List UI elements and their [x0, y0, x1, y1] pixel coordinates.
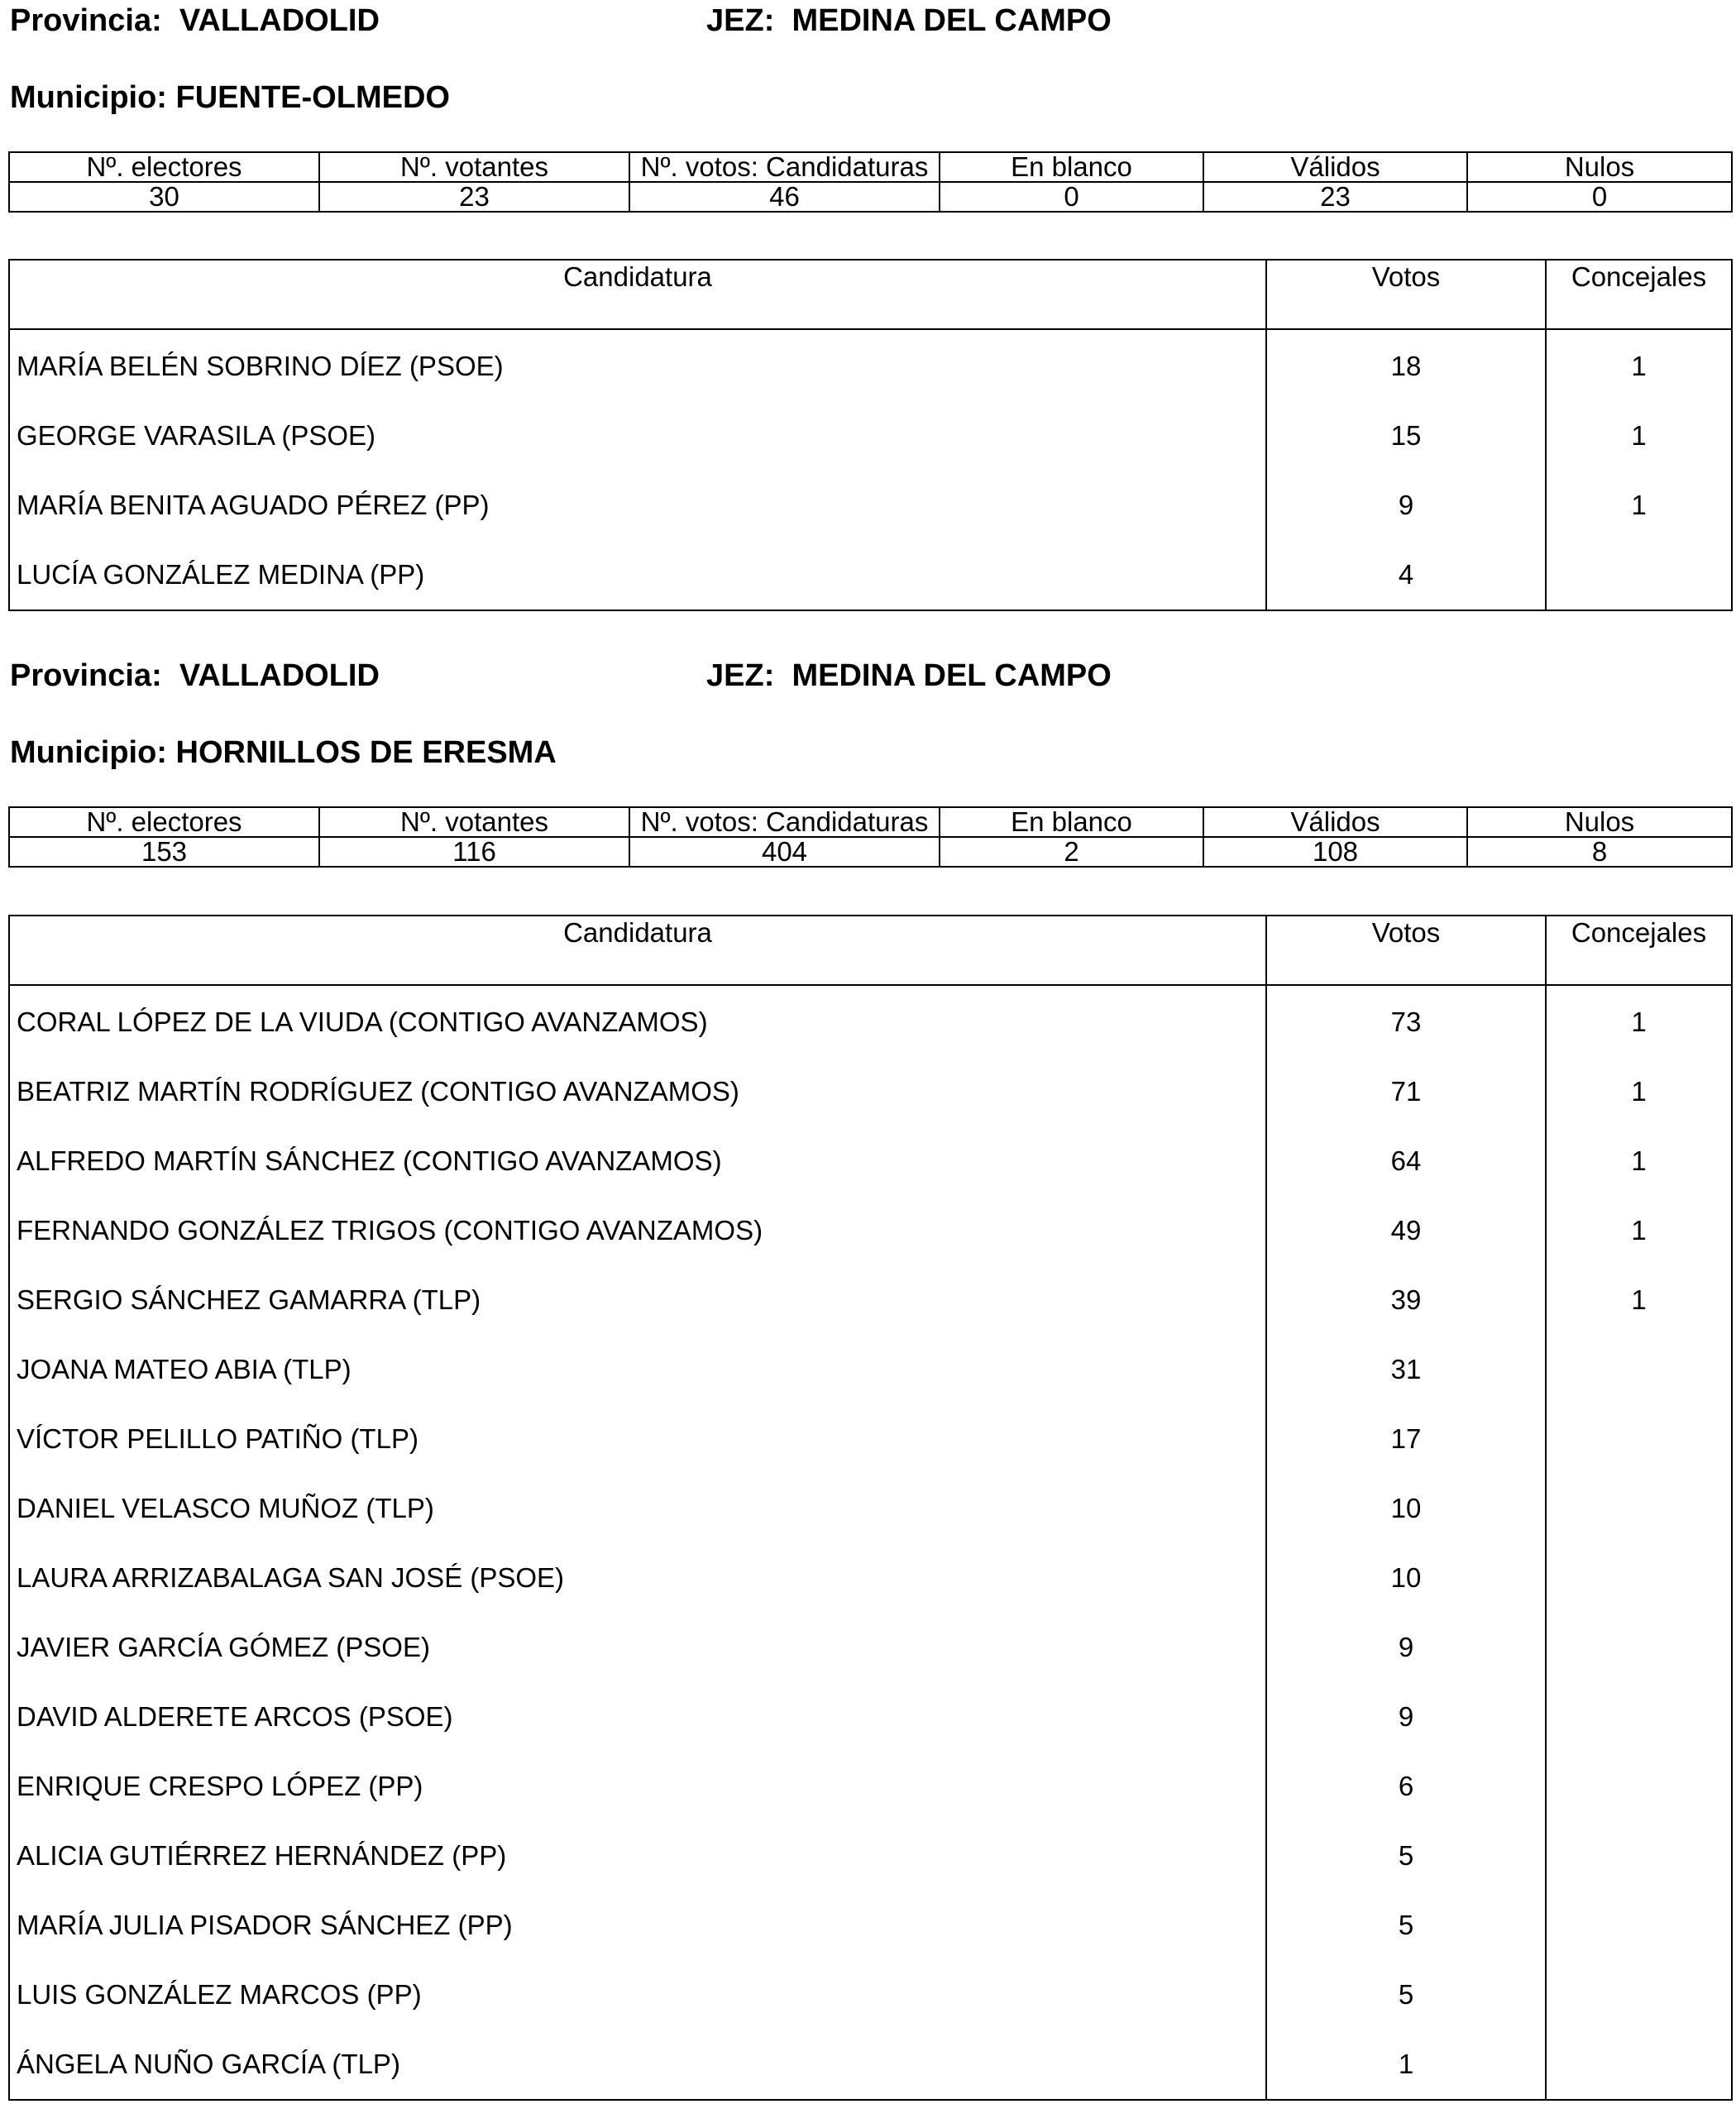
- candidate-name: MARÍA BENITA AGUADO PÉREZ (PP): [9, 471, 1266, 540]
- candidate-votes: 5: [1266, 1821, 1546, 1891]
- municipio-heading: [10, 79, 450, 116]
- stats-header-row: [9, 152, 1732, 182]
- municipio-label: Municipio:: [10, 735, 167, 770]
- municipio-value: HORNILLOS DE ERESMA: [175, 735, 557, 770]
- candidate-name: ALICIA GUTIÉRREZ HERNÁNDEZ (PP): [9, 1821, 1266, 1891]
- candidate-name: GEORGE VARASILA (PSOE): [9, 401, 1266, 471]
- candidate-concejales: [1546, 1891, 1732, 1960]
- candidate-name: MARÍA BELÉN SOBRINO DÍEZ (PSOE): [9, 332, 1266, 401]
- table-row: [9, 1474, 1732, 1543]
- table-row: [9, 2030, 1732, 2100]
- provincia-heading: [10, 657, 380, 694]
- stats-value-row: [9, 182, 1732, 212]
- candidates-header-row: [9, 916, 1732, 985]
- candidate-concejales: 1: [1546, 987, 1732, 1057]
- stats-table: [8, 151, 1733, 213]
- jez-heading: [706, 2, 1112, 39]
- candidate-concejales: 1: [1546, 1265, 1732, 1335]
- candidate-concejales: [1546, 1960, 1732, 2030]
- candidate-concejales: 1: [1546, 1057, 1732, 1126]
- candidate-concejales: 1: [1546, 1126, 1732, 1196]
- table-row: [9, 1821, 1732, 1891]
- table-row: [9, 1126, 1732, 1196]
- table-row: [9, 1682, 1732, 1752]
- jez-value: MEDINA DEL CAMPO: [791, 658, 1112, 693]
- table-row: [9, 1057, 1732, 1126]
- candidate-concejales: 1: [1546, 332, 1732, 401]
- candidate-concejales: [1546, 1404, 1732, 1474]
- stats-header-nulos: Nulos: [1467, 807, 1732, 837]
- candidate-concejales: [1546, 1821, 1732, 1891]
- stats-header-votantes: Nº. votantes: [319, 807, 629, 837]
- candidates-header-row: [9, 260, 1732, 329]
- candidate-name: CORAL LÓPEZ DE LA VIUDA (CONTIGO AVANZAMOS): [9, 987, 1266, 1057]
- provincia-label: Provincia:: [10, 3, 162, 38]
- candidate-concejales: [1546, 1682, 1732, 1752]
- candidate-name: LUCÍA GONZÁLEZ MEDINA (PP): [9, 540, 1266, 610]
- candidate-concejales: [1546, 1335, 1732, 1404]
- candidate-votes: 9: [1266, 1613, 1546, 1682]
- candidate-concejales: [1546, 540, 1732, 610]
- candidate-votes: 4: [1266, 540, 1546, 610]
- stats-value-votos-candidaturas: 404: [629, 837, 940, 867]
- candidate-name: ENRIQUE CRESPO LÓPEZ (PP): [9, 1752, 1266, 1821]
- candidate-votes: 71: [1266, 1057, 1546, 1126]
- stats-value-validos: 23: [1203, 182, 1467, 212]
- candidate-name: ÁNGELA NUÑO GARCÍA (TLP): [9, 2030, 1266, 2100]
- stats-value-validos: 108: [1203, 837, 1467, 867]
- stats-header-votantes: Nº. votantes: [319, 152, 629, 182]
- stats-table: [8, 806, 1733, 868]
- table-row: [9, 1404, 1732, 1474]
- jez-value: MEDINA DEL CAMPO: [791, 3, 1112, 38]
- candidate-votes: 9: [1266, 1682, 1546, 1752]
- stats-header-electores: Nº. electores: [9, 807, 319, 837]
- stats-header-en-blanco: En blanco: [940, 152, 1203, 182]
- stats-header-en-blanco: En blanco: [940, 807, 1203, 837]
- candidate-votes: 17: [1266, 1404, 1546, 1474]
- header-candidatura: Candidatura: [9, 260, 1266, 329]
- provincia-value: VALLADOLID: [179, 3, 380, 38]
- table-row: [9, 987, 1732, 1057]
- stats-value-electores: 153: [9, 837, 319, 867]
- candidate-votes: 18: [1266, 332, 1546, 401]
- provincia-label: Provincia:: [10, 658, 162, 693]
- table-row: [9, 540, 1732, 610]
- stats-value-votos-candidaturas: 46: [629, 182, 940, 212]
- candidates-table: [8, 915, 1733, 2101]
- provincia-heading: [10, 2, 380, 39]
- candidate-concejales: [1546, 2030, 1732, 2100]
- table-row: [9, 332, 1732, 401]
- stats-header-votos-candidaturas: Nº. votos: Candidaturas: [629, 152, 940, 182]
- candidate-votes: 9: [1266, 471, 1546, 540]
- header-concejales: Concejales: [1546, 916, 1732, 985]
- table-row: [9, 1891, 1732, 1960]
- stats-value-votantes: 23: [319, 182, 629, 212]
- stats-header-nulos: Nulos: [1467, 152, 1732, 182]
- candidate-concejales: [1546, 1752, 1732, 1821]
- candidate-votes: 15: [1266, 401, 1546, 471]
- candidate-name: MARÍA JULIA PISADOR SÁNCHEZ (PP): [9, 1891, 1266, 1960]
- stats-value-nulos: 8: [1467, 837, 1732, 867]
- stats-value-en-blanco: 0: [940, 182, 1203, 212]
- candidate-name: JOANA MATEO ABIA (TLP): [9, 1335, 1266, 1404]
- candidates-table: [8, 259, 1733, 611]
- provincia-value: VALLADOLID: [179, 658, 380, 693]
- candidate-concejales: [1546, 1613, 1732, 1682]
- candidate-votes: 10: [1266, 1474, 1546, 1543]
- table-row: [9, 1265, 1732, 1335]
- candidate-name: SERGIO SÁNCHEZ GAMARRA (TLP): [9, 1265, 1266, 1335]
- candidate-votes: 1: [1266, 2030, 1546, 2100]
- candidate-votes: 39: [1266, 1265, 1546, 1335]
- header-votos: Votos: [1266, 260, 1546, 329]
- candidate-votes: 10: [1266, 1543, 1546, 1613]
- stats-header-validos: Válidos: [1203, 807, 1467, 837]
- candidate-concejales: 1: [1546, 401, 1732, 471]
- candidate-votes: 5: [1266, 1891, 1546, 1960]
- stats-value-en-blanco: 2: [940, 837, 1203, 867]
- municipio-value: FUENTE-OLMEDO: [175, 80, 450, 115]
- candidate-concejales: 1: [1546, 471, 1732, 540]
- jez-label: JEZ:: [706, 3, 775, 38]
- candidate-name: JAVIER GARCÍA GÓMEZ (PSOE): [9, 1613, 1266, 1682]
- table-row: [9, 471, 1732, 540]
- stats-header-row: [9, 807, 1732, 837]
- jez-label: JEZ:: [706, 658, 775, 693]
- municipio-label: Municipio:: [10, 80, 167, 115]
- table-row: [9, 1543, 1732, 1613]
- stats-header-votos-candidaturas: Nº. votos: Candidaturas: [629, 807, 940, 837]
- stats-value-nulos: 0: [1467, 182, 1732, 212]
- candidate-name: LUIS GONZÁLEZ MARCOS (PP): [9, 1960, 1266, 2030]
- candidate-votes: 49: [1266, 1196, 1546, 1265]
- stats-value-row: [9, 837, 1732, 867]
- table-row: [9, 401, 1732, 471]
- candidate-votes: 6: [1266, 1752, 1546, 1821]
- header-candidatura: Candidatura: [9, 916, 1266, 985]
- candidate-name: BEATRIZ MARTÍN RODRÍGUEZ (CONTIGO AVANZAMOS): [9, 1057, 1266, 1126]
- jez-heading: [706, 657, 1112, 694]
- table-row: [9, 1196, 1732, 1265]
- candidate-votes: 73: [1266, 987, 1546, 1057]
- candidate-name: VÍCTOR PELILLO PATIÑO (TLP): [9, 1404, 1266, 1474]
- candidate-votes: 31: [1266, 1335, 1546, 1404]
- header-votos: Votos: [1266, 916, 1546, 985]
- stats-value-electores: 30: [9, 182, 319, 212]
- table-row: [9, 1613, 1732, 1682]
- candidate-concejales: 1: [1546, 1196, 1732, 1265]
- candidate-votes: 5: [1266, 1960, 1546, 2030]
- candidate-name: DANIEL VELASCO MUÑOZ (TLP): [9, 1474, 1266, 1543]
- stats-header-validos: Válidos: [1203, 152, 1467, 182]
- table-row: [9, 1752, 1732, 1821]
- header-concejales: Concejales: [1546, 260, 1732, 329]
- candidate-name: LAURA ARRIZABALAGA SAN JOSÉ (PSOE): [9, 1543, 1266, 1613]
- stats-value-votantes: 116: [319, 837, 629, 867]
- candidate-concejales: [1546, 1543, 1732, 1613]
- candidate-name: ALFREDO MARTÍN SÁNCHEZ (CONTIGO AVANZAMOS): [9, 1126, 1266, 1196]
- table-row: [9, 1335, 1732, 1404]
- municipio-heading: [10, 734, 557, 771]
- table-row: [9, 1960, 1732, 2030]
- candidate-name: FERNANDO GONZÁLEZ TRIGOS (CONTIGO AVANZAMOS): [9, 1196, 1266, 1265]
- candidate-votes: 64: [1266, 1126, 1546, 1196]
- candidate-name: DAVID ALDERETE ARCOS (PSOE): [9, 1682, 1266, 1752]
- stats-header-electores: Nº. electores: [9, 152, 319, 182]
- candidate-concejales: [1546, 1474, 1732, 1543]
